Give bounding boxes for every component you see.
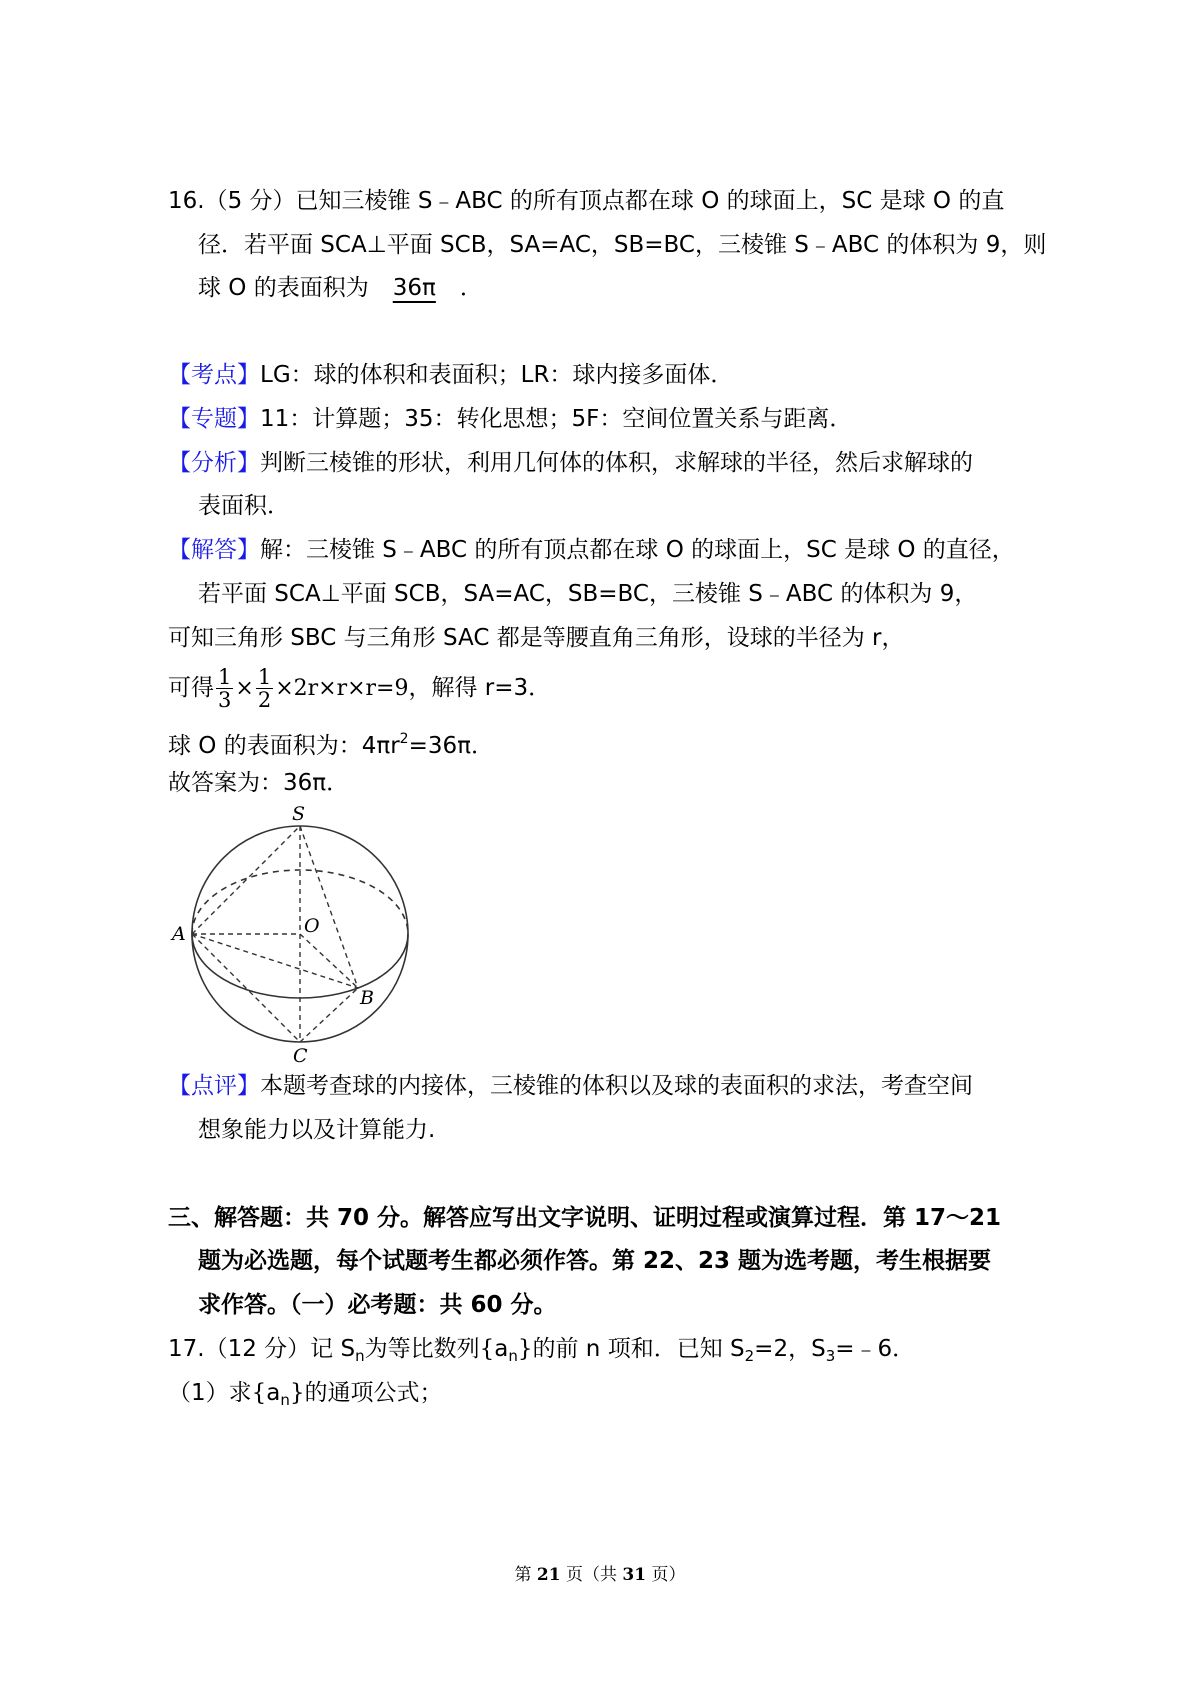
- dianping-text1: 本题考查球的内接体，三棱锥的体积以及球的表面积的求法，考查空间: [260, 1073, 973, 1099]
- section3-line3: 求作答。（一）必考题：共 60 分。: [198, 1292, 557, 1318]
- fraction-one-third: $\frac{1}{3}$: [218, 665, 232, 712]
- jieda-line4: [168, 663, 551, 714]
- jieda-text4-pre: 可得: [168, 675, 214, 701]
- q16-line2: 径．若平面 SCA⊥平面 SCB，SA=AC，SB=BC，三棱锥 S﹣ABC 的体积为 9，则: [198, 232, 1047, 258]
- kaodian-tag: 【考点】: [168, 362, 260, 388]
- jieda-tag: 【解答】: [168, 537, 260, 563]
- q16-line3: [198, 273, 483, 303]
- edge-SA: [192, 826, 300, 934]
- sphere-figure: [160, 798, 430, 1068]
- dianping-tag: 【点评】: [168, 1073, 260, 1099]
- kaodian-line: [168, 360, 733, 390]
- jieda-line1: [168, 535, 1015, 565]
- times-sign: ×: [235, 676, 254, 701]
- edge-SB: [300, 826, 358, 988]
- label-C: C: [293, 1045, 308, 1067]
- zhuanti-line: [168, 404, 852, 434]
- page-footer: 第 21 页（共 31 页）: [514, 1565, 686, 1585]
- jieda-line5: 球 O 的表面积为：$4\pi r^2=36\pi$．: [168, 731, 494, 759]
- jieda-line2: 若平面 SCA⊥平面 SCB，SA=AC，SB=BC，三棱锥 S﹣ABC 的体积为 9，: [198, 581, 978, 607]
- q17-line1: 17.（12 分）记 $S_n$为等比数列$\{a_n\}$的前 n 项和．已知 $S_2=2$，$S_3=﹣6$．: [168, 1336, 916, 1365]
- zhuanti-text: 11：计算题；35：转化思想；5F：空间位置关系与距离．: [260, 406, 853, 432]
- volume-expression: ×2r×r×r=9: [275, 676, 409, 701]
- label-B: B: [360, 987, 374, 1009]
- fenxi-tag: 【分析】: [168, 450, 260, 476]
- fraction-one-half: $\frac{1}{2}$: [257, 665, 272, 712]
- section3-line1: 三、解答题：共 70 分。解答应写出文字说明、证明过程或演算过程．第 17～21: [168, 1205, 1002, 1231]
- page-total: 31: [622, 1565, 647, 1585]
- label-A: A: [172, 923, 186, 945]
- kaodian-text: LG：球的体积和表面积；LR：球内接多面体．: [260, 362, 734, 388]
- edge-AC: [192, 934, 300, 1042]
- jieda-text1: 解：三棱锥 S﹣ABC 的所有顶点都在球 O 的球面上，SC 是球 O 的直径，: [260, 537, 1015, 563]
- label-S: S: [292, 803, 306, 825]
- jieda-text4-post: ，解得 r=3．: [408, 675, 552, 701]
- fenxi-line2: 表面积．: [198, 493, 290, 519]
- q16-answer: 36π: [392, 275, 436, 301]
- dianping-line1: [168, 1071, 973, 1101]
- fenxi-line1: [168, 448, 973, 478]
- zhuanti-tag: 【专题】: [168, 406, 260, 432]
- edge-AB: [192, 934, 358, 988]
- segment-OB: [300, 934, 358, 988]
- jieda-line3: 可知三角形 SBC 与三角形 SAC 都是等腰直角三角形，设球的半径为 r，: [168, 625, 905, 651]
- q17-part1: （1）求$\{a_n\}$的通项公式；: [168, 1380, 443, 1409]
- q16-line1: 16.（5 分）已知三棱锥 S﹣ABC 的所有顶点都在球 O 的球面上，SC 是球 O 的直: [168, 188, 1005, 214]
- q16-line3-text: 球 O 的表面积为: [198, 275, 369, 301]
- label-O: O: [304, 915, 320, 937]
- dianping-line2: 想象能力以及计算能力.: [198, 1117, 436, 1143]
- page-number: 21: [536, 1565, 561, 1585]
- q16-line3-end: ．: [459, 275, 483, 301]
- section3-line2: 题为必选题，每个试题考生都必须作答。第 22、23 题为选考题，考生根据要: [198, 1248, 992, 1274]
- jieda-line6: 故答案为：36π．: [168, 770, 350, 796]
- fenxi-text1: 判断三棱锥的形状，利用几何体的体积，求解球的半径，然后求解球的: [260, 450, 973, 476]
